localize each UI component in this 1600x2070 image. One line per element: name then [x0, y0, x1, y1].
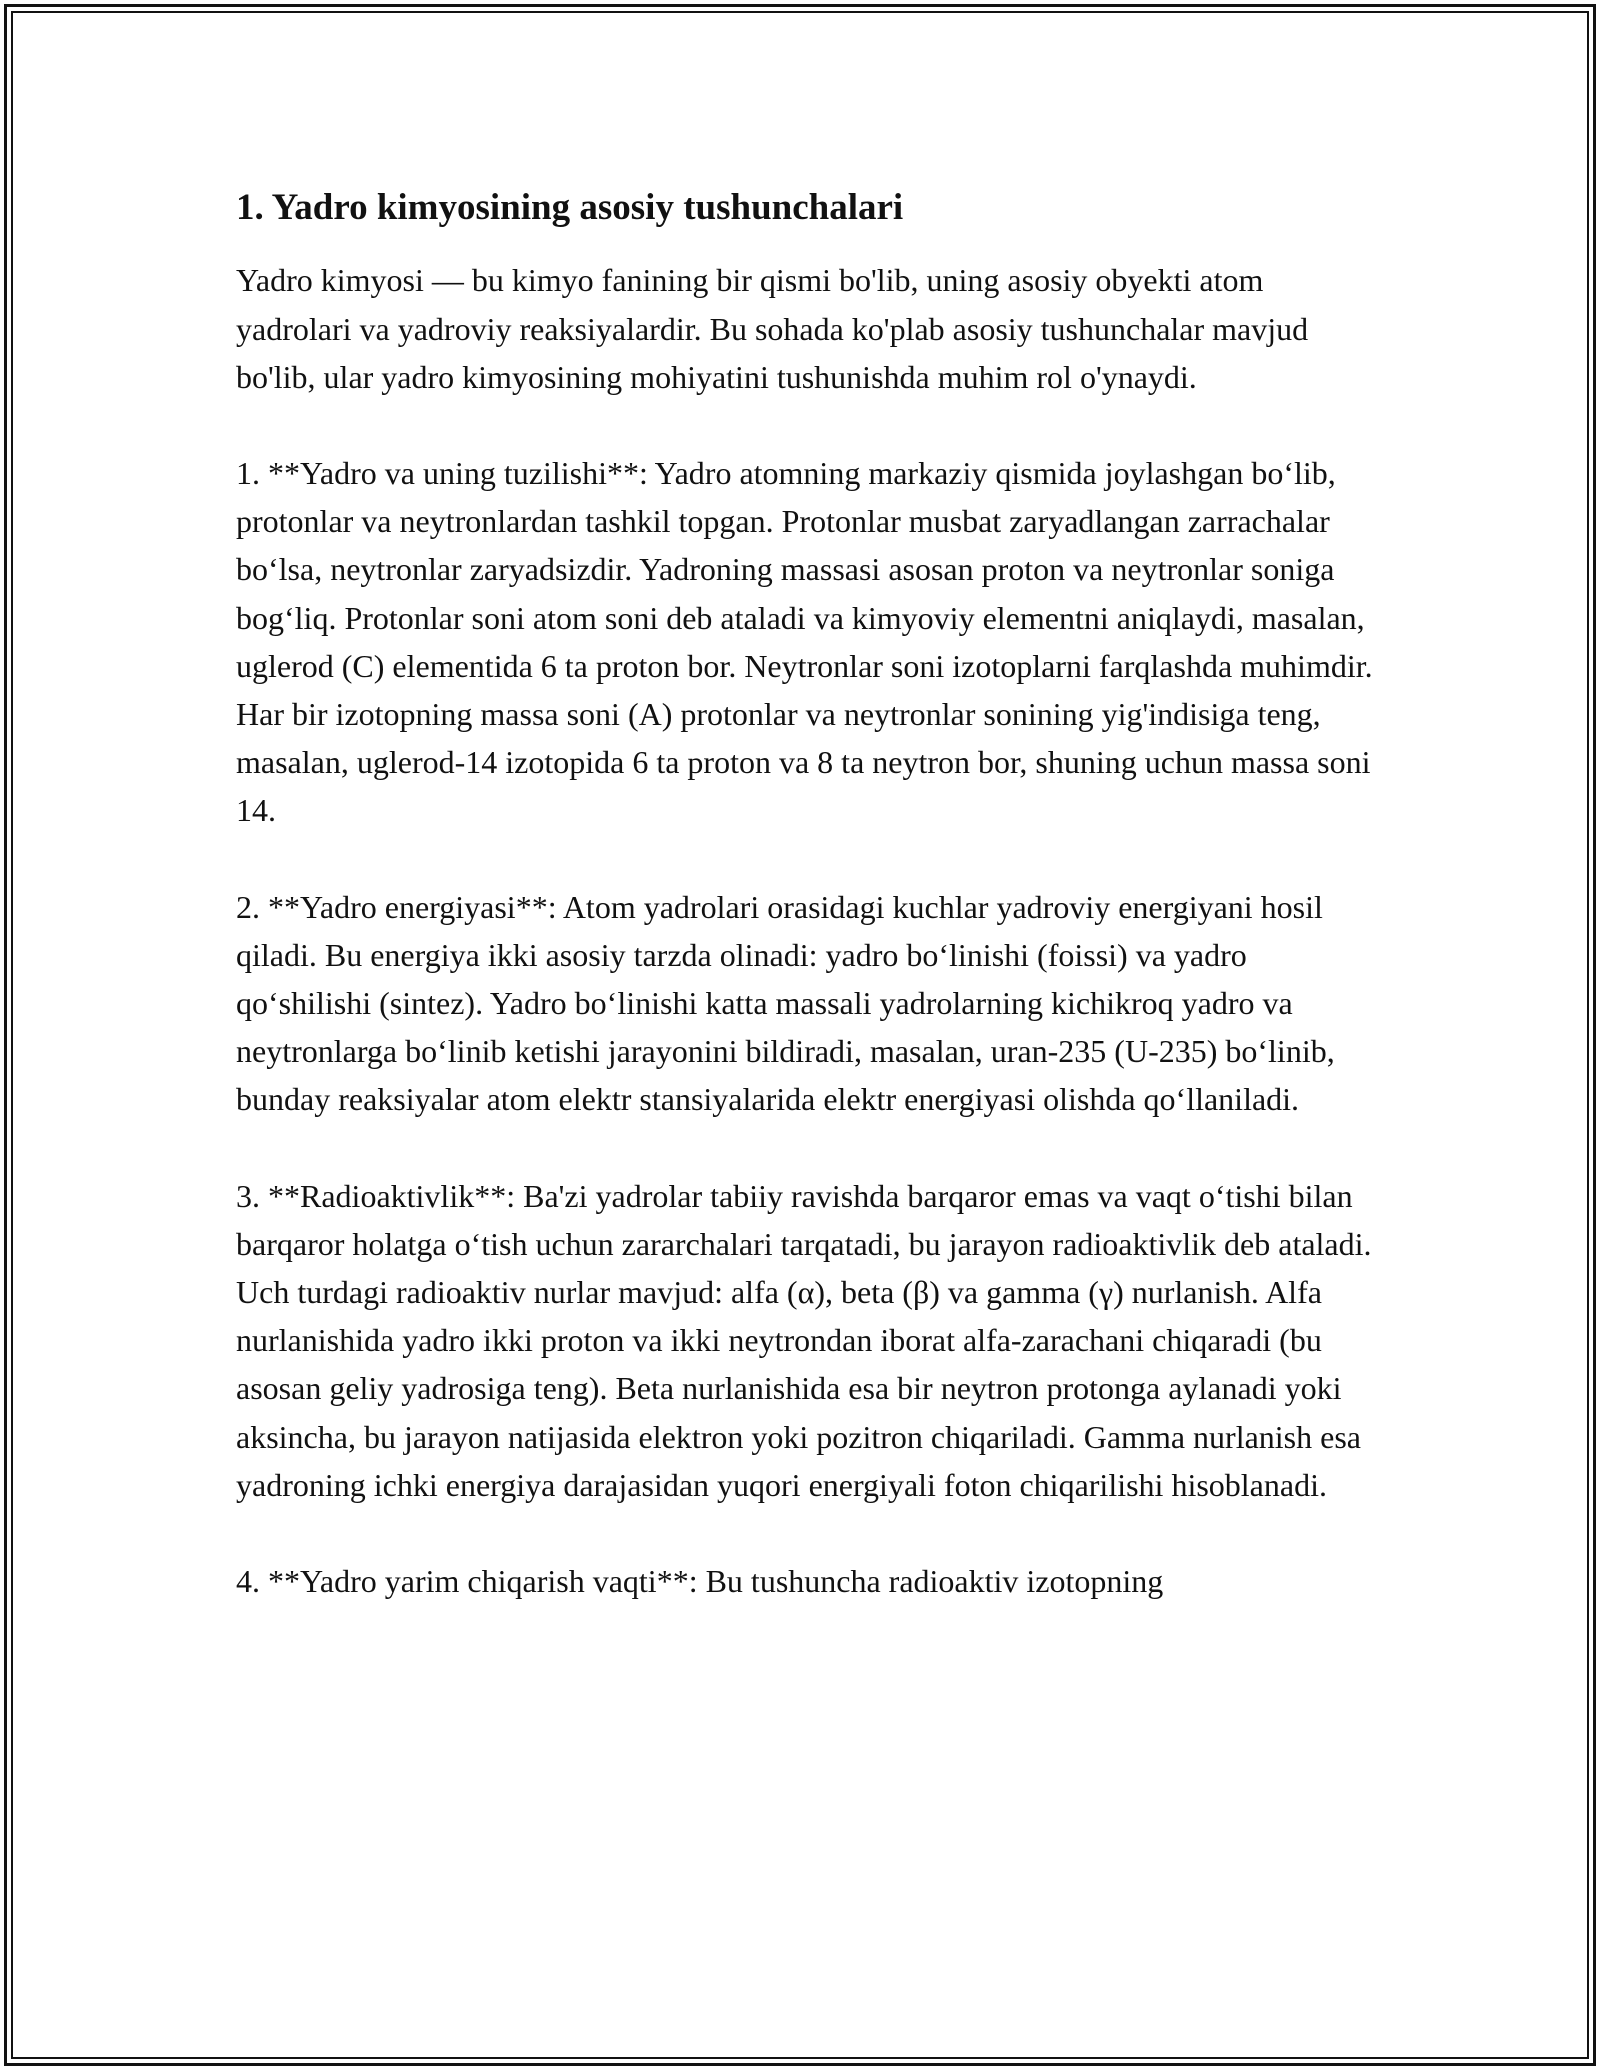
section-heading: 1. Yadro kimyosining asosiy tushunchalari — [236, 187, 904, 228]
paragraph-radioactivity: 3. **Radioaktivlik**: Ba'zi yadrolar tabiiy ravishda barqaror emas va vaqt o‘tishi bilan barqaror holatga o‘tish uchun zararchalari tarqatadi, bu jarayon radioaktivlik deb ataladi. Uch turdagi radioaktiv nurlar mavjud: alfa (α), beta (β) va gamma (γ) nurlanish. Alfa nurlanishida yadro ikki proton va ikki neytrondan iborat alfa-zarachani chiqaradi (bu asosan geliy yadrosiga teng). Beta nurlanishida esa bir neytron protonga aylanadi yoki aksincha, bu jarayon natijasida elektron yoki pozitron chiqariladi. Gamma nurlanish esa yadroning ichki energiya darajasidan yuqori energiyali foton chiqarilishi hisoblanadi. — [236, 1177, 1372, 1503]
paragraph-half-life: 4. **Yadro yarim chiqarish vaqti**: Bu tushuncha radioaktiv izotopning — [236, 1563, 1164, 1600]
paragraph-nuclear-energy: 2. **Yadro energiyasi**: Atom yadrolari orasidagi kuchlar yadroviy energiyani hosil qiladi. Bu energiya ikki asosiy tarzda olinadi: yadro bo‘linishi (foissi) va yadro qo‘shilishi (sintez). Yadro bo‘linishi katta massali yadrolarning kichikroq yadro va neytronlarga bo‘linib ketishi jarayonini bildiradi, masalan, uran-235 (U-235) bo‘linib, bunday reaksiyalar atom elektr stansiyalarida elektr energiyasi olishda qo‘llaniladi. — [236, 888, 1335, 1118]
intro-paragraph: Yadro kimyosi — bu kimyo fanining bir qismi bo'lib, uning asosiy obyekti atom yadrolari va yadroviy reaksiyalardir. Bu sohada ko'plab asosiy tushunchalar mavjud bo'lib, ular yadro kimyosining mohiyatini tushunishda muhim rol o'ynaydi. — [236, 262, 1309, 395]
document-body — [236, 186, 1376, 1653]
paragraph-nucleus-structure: 1. **Yadro va uning tuzilishi**: Yadro atomning markaziy qismida joylashgan bo‘lib, protonlar va neytronlardan tashkil topgan. Protonlar musbat zaryadlangan zarrachalar bo‘lsa, neytronlar zaryadsizdir. Yadroning massasi asosan proton va neytronlar soniga bog‘liq. Protonlar soni atom soni deb ataladi va kimyoviy elementni aniqlaydi, masalan, uglerod (C) elementida 6 ta proton bor. Neytronlar soni izotoplarni farqlashda muhimdir. Har bir izotopning massa soni (A) protonlar va neytronlar sonining yig'indisiga teng, masalan, uglerod-14 izotopida 6 ta proton va 8 ta neytron bor, shuning uchun massa soni 14. — [236, 455, 1373, 829]
